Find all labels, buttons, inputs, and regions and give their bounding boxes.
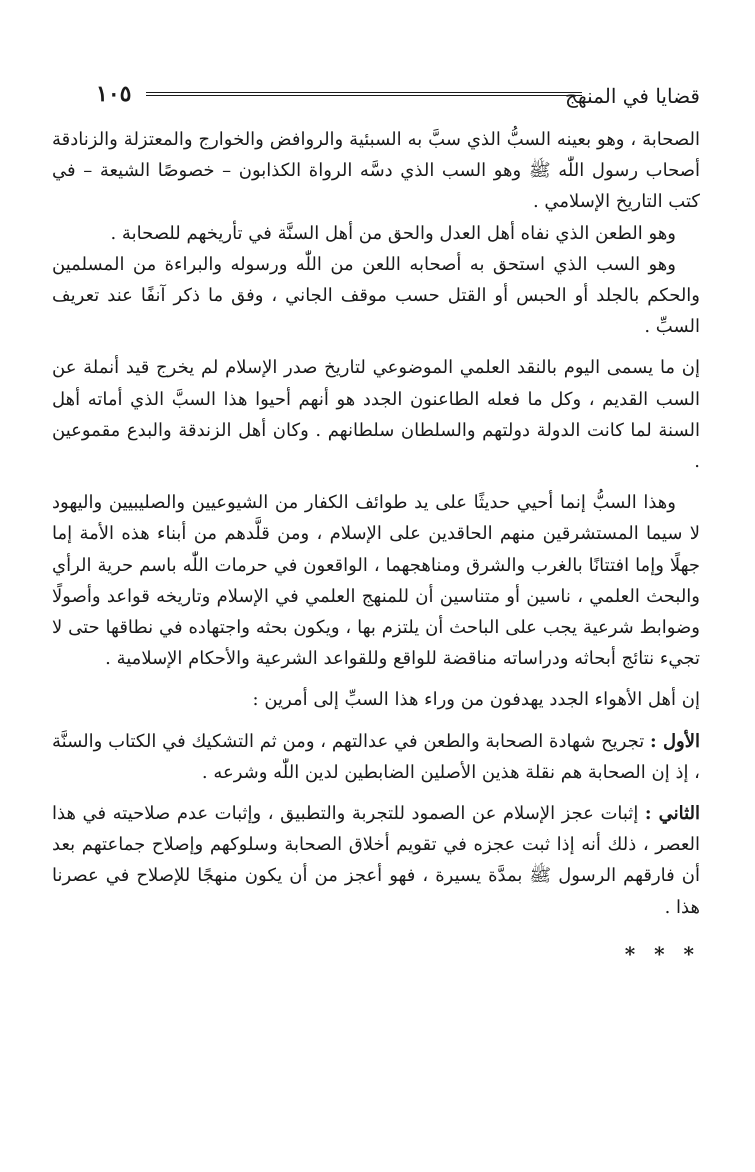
point-second [52,798,700,923]
page-number: ١٠٥ [96,81,132,107]
paragraph: وهو الطعن الذي نفاه أهل العدل والحق من أهل السنَّة في تأريخهم للصحابة . [110,222,676,244]
paragraph: إن ما يسمى اليوم بالنقد العلمي الموضوعي لتاريخ صدر الإسلام لم يخرج قيد أنملة عن السب القديم ، وكل ما فعله الطاعنون الجدد هو أنهم أحيوا هذا السبَّ الذي أماته أهل السنة لما كانت الدولة دولتهم والسلطان سلطانهم . وكان أهل الزندقة والبدع مقموعين . [52,357,700,473]
paragraph: وهذا السبُّ إنما أحيي حديثًا على يد طوائف الكفار من الشيوعيين والصليبيين واليهود لا سيما المستشرقين منهم الحاقدين على الإسلام ، ومن قلَّدهم من أبناء هذه الأمة إما جهلًا وإما افتتانًا بالغرب والشرق ومناهجهما ، الواقعون في حرمات اللّٰه باسم حرية الرأي والبحث العلمي ، ناسين أو متناسين أن للمنهج العلمي في الإسلام وتاريخه قواعد وأصولًا وضوابط شرعية يجب على الباحث أن يلتزم بها ، ويكون بحثه واجتهاده في نطاقها حتى لا تجيء نتائج أبحاثه ودراساته مناقضة للواقع وللقواعد الشرعية والأحكام الإسلامية . [52,492,701,670]
point-second-lead: الثاني : [644,803,700,825]
running-title: قضايا في المنهج [565,84,700,108]
point-second-text: إثبات عجز الإسلام عن الصمود للتجربة والتطبيق ، وإثبات عدم صلاحيته في هذا العصر ، ذلك أنه إذا ثبت عجزه في تقويم أخلاق الصحابة وسلوكهم وإصلاح جماعتهم بعد أن فارقهم الرسول ﷺ بمدَّة يسيرة ، فهو أعجز من أن يكون منهجًا للإصلاح في عصرنا هذا . [52,803,700,918]
paragraph-continuation: الصحابة ، وهو بعينه السبُّ الذي سبَّ به السبئية والروافض والخوارج والمعتزلة والزنادقة أصحاب رسول اللّٰه ﷺ وهو السب الذي دسَّه الرواة الكذابون – خصوصًا الشيعة – في كتب التاريخ الإسلامي . [52,129,700,213]
page-header [96,80,700,114]
point-first-text: تجريح شهادة الصحابة والطعن في عدالتهم ، ومن ثم التشكيك في الكتاب والسنَّة ، إذ إن الصحابة هم نقلة هذين الأصلين الضابطين لدين اللّٰه وشرعه . [52,730,700,783]
paragraph: وهو السب الذي استحق به أصحابه اللعن من اللّٰه ورسوله والبراءة من المسلمين والحكم بالجلد أو الحبس أو القتل حسب موقف الجاني ، وفق ما ذكر آنفًا عند تعريف السبِّ . [52,253,700,338]
body-text [52,124,700,970]
point-first [52,726,700,788]
section-separator: * * * [624,941,700,966]
paragraph: إن أهل الأهواء الجدد يهدفون من وراء هذا السبِّ إلى أمرين : [252,689,700,711]
header-rule [146,92,582,96]
point-first-lead: الأول : [650,730,700,752]
